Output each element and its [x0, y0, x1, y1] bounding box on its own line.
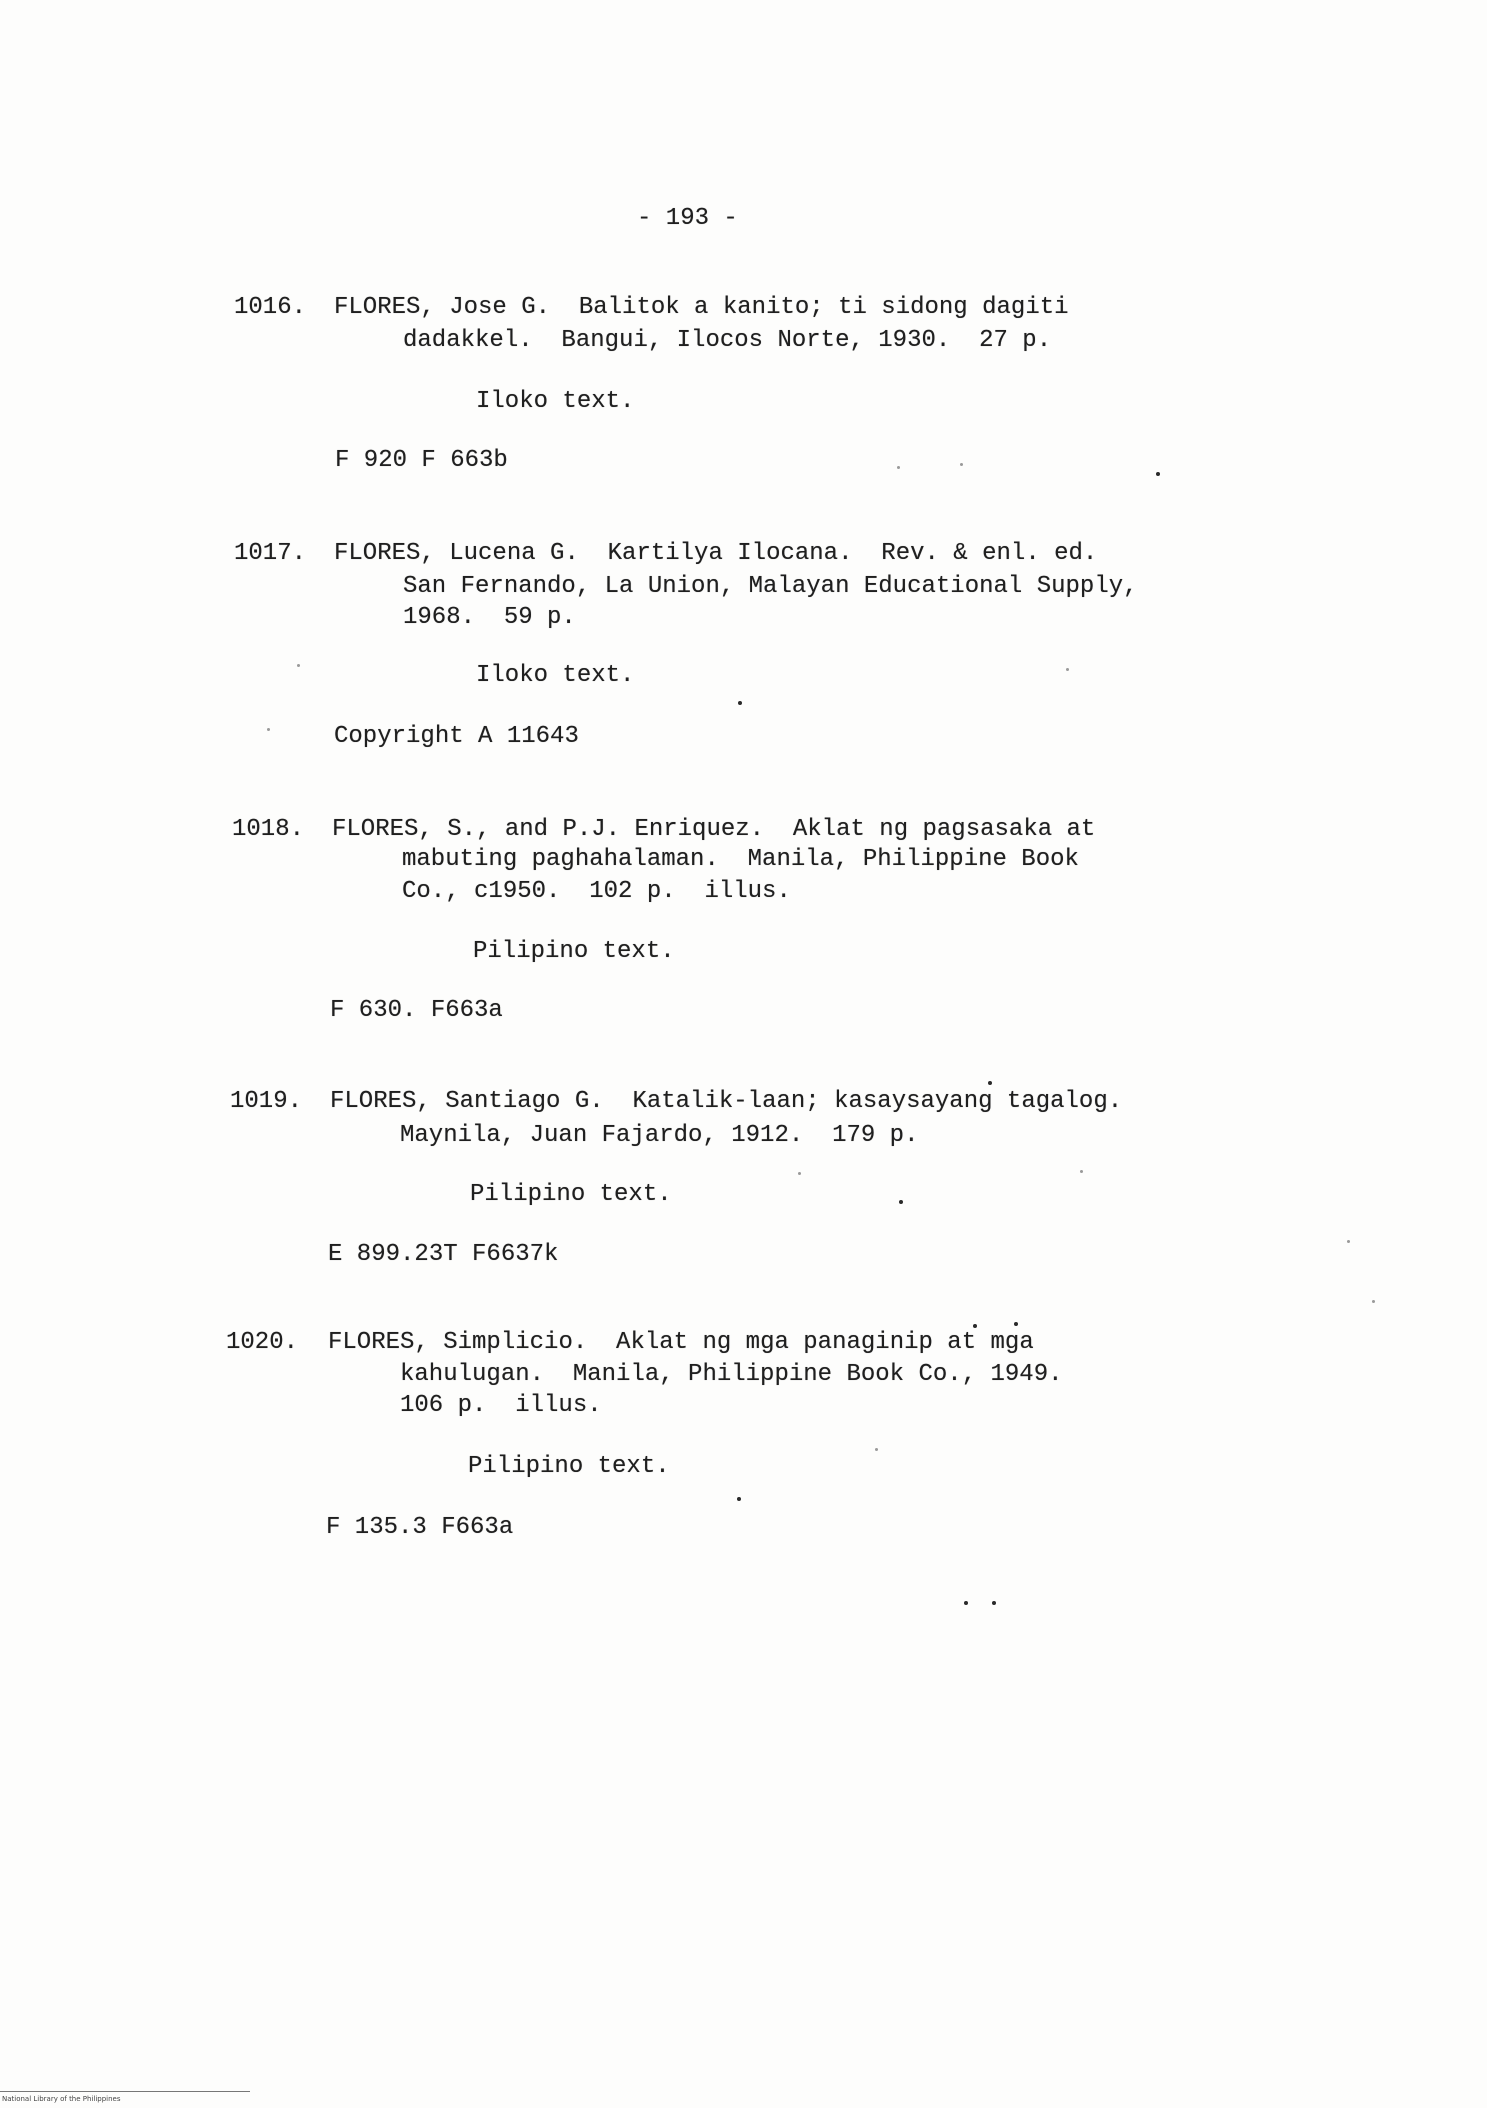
copyright-note: Copyright A 11643: [334, 723, 579, 750]
entry-continuation-line: San Fernando, La Union, Malayan Educational Supply,: [403, 573, 1138, 600]
scan-speck: [1014, 1322, 1018, 1326]
scan-speck: [960, 463, 963, 466]
entry-note: Pilipino text.: [473, 938, 675, 965]
entry-continuation-line: 1968. 59 p.: [403, 604, 576, 631]
scan-speck: [798, 1172, 801, 1175]
scan-speck: [875, 1448, 878, 1451]
entry-continuation-line: mabuting paghahalaman. Manila, Philippine Book: [402, 846, 1079, 873]
entry-heading-line: FLORES, Simplicio. Aklat ng mga panaginip at mga: [328, 1329, 1034, 1356]
entry-continuation-line: Co., c1950. 102 p. illus.: [402, 878, 791, 905]
page-number: - 193 -: [637, 205, 738, 232]
entry-number: 1020.: [226, 1329, 299, 1356]
entry-continuation-line: Maynila, Juan Fajardo, 1912. 179 p.: [400, 1122, 919, 1149]
scan-speck: [992, 1601, 996, 1605]
call-number: F 920 F 663b: [335, 447, 508, 474]
scan-speck: [988, 1081, 992, 1085]
scan-speck: [899, 1200, 903, 1204]
entry-continuation-line: dadakkel. Bangui, Ilocos Norte, 1930. 27 p.: [403, 327, 1052, 354]
entry-continuation-line: kahulugan. Manila, Philippine Book Co., 1949.: [400, 1361, 1063, 1388]
entry-number: 1017.: [234, 540, 307, 567]
entry-heading-line: FLORES, Jose G. Balitok a kanito; ti sidong dagiti: [334, 294, 1069, 321]
entry-continuation-line: 106 p. illus.: [400, 1392, 602, 1419]
entry-number: 1019.: [230, 1088, 303, 1115]
entry-heading-line: FLORES, Lucena G. Kartilya Ilocana. Rev. & enl. ed.: [334, 540, 1098, 567]
entry-note: Pilipino text.: [470, 1181, 672, 1208]
scan-speck: [897, 466, 900, 469]
scan-speck: [964, 1601, 968, 1605]
scan-speck: [1066, 668, 1069, 671]
entry-note: Iloko text.: [476, 662, 635, 689]
scan-speck: [1372, 1300, 1375, 1303]
call-number: F 135.3 F663a: [326, 1514, 514, 1541]
entry-note: Iloko text.: [476, 388, 635, 415]
entry-heading-line: FLORES, S., and P.J. Enriquez. Aklat ng pagsasaka at: [332, 816, 1096, 843]
scan-speck: [973, 1324, 977, 1328]
entry-number: 1018.: [232, 816, 305, 843]
entry-heading-line: FLORES, Santiago G. Katalik-laan; kasaysayang tagalog.: [330, 1088, 1123, 1115]
scan-speck: [297, 664, 300, 667]
entry-number: 1016.: [234, 294, 307, 321]
scan-speck: [738, 701, 742, 705]
scan-speck: [1156, 472, 1160, 476]
scan-speck: [1347, 1240, 1350, 1243]
scan-speck: [267, 728, 270, 731]
call-number: E 899.23T F6637k: [328, 1241, 559, 1268]
call-number: F 630. F663a: [330, 997, 503, 1024]
entry-note: Pilipino text.: [468, 1453, 670, 1480]
scan-speck: [1080, 1170, 1083, 1173]
scan-footer-credit: National Library of the Philippines: [2, 2095, 121, 2103]
scan-speck: [737, 1497, 741, 1501]
footer-rule: [0, 2091, 250, 2092]
